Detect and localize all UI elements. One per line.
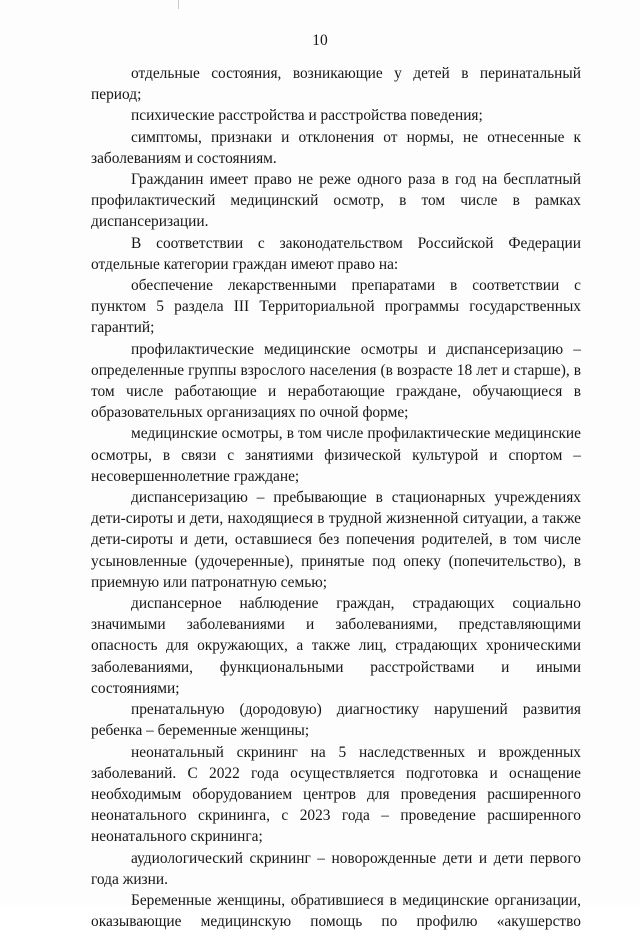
paragraph: В соответствии с законодательством Российской Федерации отдельные категории граждан имеют право на: [91, 234, 581, 273]
scan-edge-mark [178, 0, 179, 9]
page-body [91, 63, 581, 932]
paragraph: аудиологический скрининг – новорожденные дети и дети первого года жизни. [91, 849, 581, 888]
paragraph: пренатальную (дородовую) диагностику нарушений развития ребенка – беременные женщины; [91, 701, 581, 740]
paragraph: психические расстройства и расстройства поведения; [131, 107, 483, 125]
paragraph: неонатальный скрининг на 5 наследственных и врожденных заболеваний. С 2022 года осуществляется подготовка и оснащение необходимым оборудованием центров для проведения расширенного неонатального скрининга, с 2023 года – проведение расширенного неонатального скрининга; [91, 743, 581, 846]
page-number: 10 [312, 32, 328, 49]
paragraph-continued: Беременные женщины, обратившиеся в медицинские организации, оказывающие медицинскую помощь по профилю «акушерство [91, 891, 581, 931]
paragraph: обеспечение лекарственными препаратами в соответствии с пунктом 5 раздела III Территориальной программы государственных гарантий; [91, 277, 581, 337]
paragraph: профилактические медицинские осмотры и диспансеризацию – определенные группы взрослого населения (в возрасте 18 лет и старше), в том числе работающие и неработающие граждане, обучающиеся в образовательных организациях по очной форме; [91, 340, 581, 422]
paragraph: Гражданин имеет право не реже одного раза в год на бесплатный профилактический медицинский осмотр, в том числе в рамках диспансеризации. [91, 171, 581, 231]
paragraph: диспансеризацию – пребывающие в стационарных учреждениях дети-сироты и дети, находящиеся в трудной жизненной ситуации, а также дети-сироты и дети, оставшиеся без попечения родителей, в том числе усыновленные (удочеренные), принятые под опеку (попечительство), в приемную или патронатную семью; [91, 489, 581, 591]
paragraph: отдельные состояния, возникающие у детей в перинатальный период; [91, 65, 581, 104]
paragraph: симптомы, признаки и отклонения от нормы, не отнесенные к заболеваниям и состояниям. [91, 128, 581, 167]
paragraph: диспансерное наблюдение граждан, страдающих социально значимыми заболеваниями и заболеваниями, представляющими опасность для окружающих, а также лиц, страдающих хроническими заболеваниями, функциональными расстройствами и иными состояниями; [91, 595, 581, 697]
paragraph: медицинские осмотры, в том числе профилактические медицинские осмотры, в связи с занятиями физической культурой и спортом – несовершеннолетние граждане; [91, 425, 581, 485]
